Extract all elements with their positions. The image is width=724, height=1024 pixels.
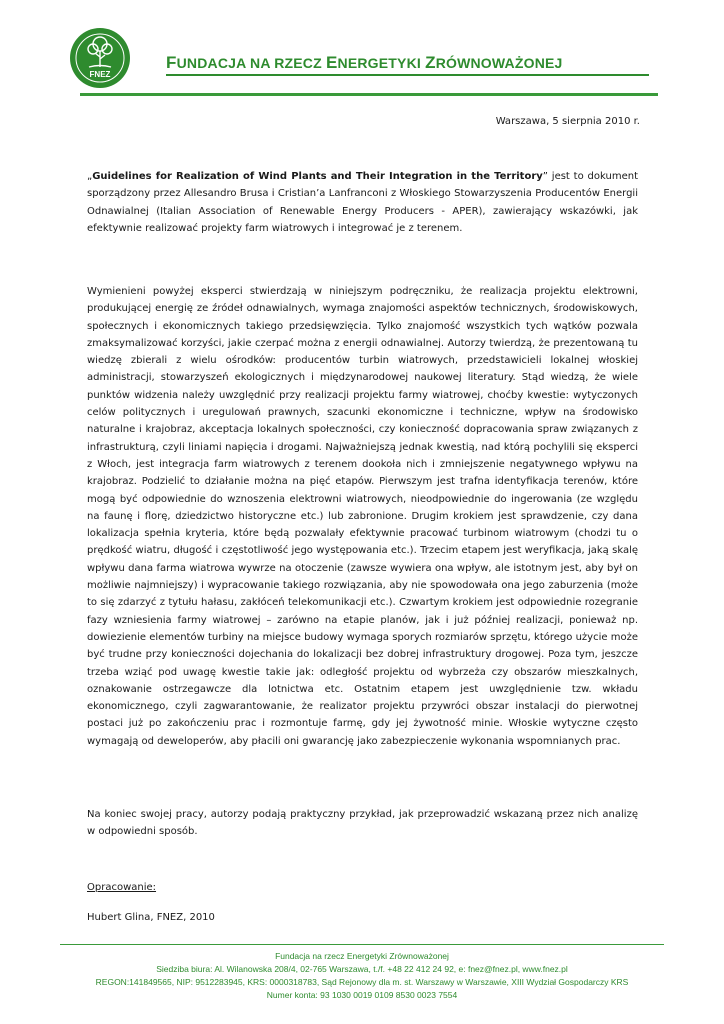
author-line: Hubert Glina, FNEZ, 2010 [87, 912, 215, 923]
body-paragraph: Wymienieni powyżej eksperci stwierdzają w niniejszym podręczniku, że realizacja projektu elektrowni, produkującej energię ze źródeł odnawialnych, wymaga znajomości aspektów technicznych, środowiskowych, społecznych i ekonomicznych takiego przedsięwzięcia. Tylko znajomość wszystkich tych wątków pozwala zmaksymalizować korzyści, jakie czerpać można z energii odnawialnej. Autorzy twierdzą, że prezentowaną tu wiedzę zbierali z wielu ośrodków: producentów turbin wiatrowych, przedstawicieli lokalnej włoskiej administracji, stowarzyszeń ekologicznych i międzynarodowej naukowej literatury. Stąd wiedzą, że wiele punktów widzenia należy uwzględnić przy realizacji projektu farmy wiatrowej, choćby kwestie: wytyczonych celów politycznych i uregulowań prawnych, szacunki ekonomiczne i techniczne, wpływ na środowisko naturalne i krajobraz, akceptacja lokalnych społeczności, czy konieczność dopracowania spraw związanych z infrastrukturą, czyli liniami napięcia i drogami. Najważniejszą jednak kwestią, nad którą pochylili się eksperci z Włoch, jest integracja farm wiatrowych z terenem dookoła nich i zmniejszenie negatywnego wpływu na krajobraz. Podzielić to działanie można na pięć etapów. Pierwszym jest trafna identyfikacja terenów, które mogą być odpowiednie do wznoszenia elektrowni wiatrowych, nieodpowiednie do ingerowania (ze względu na faunę i florę, dziedzictwo historyczne etc.) lub zabronione. Drugim krokiem jest sprawdzenie, czy dana lokalizacja spełnia kryteria, które będą pozwalały efektywnie pracować turbinom wiatrowym (chodzi tu o prędkość wiatru, długość i częstotliwość jego występowania etc.). Trzecim etapem jest weryfikacja, jaką skalę wpływu dana farma wiatrowa wywrze na otoczenie (zawsze wywiera ona wpływ, ale istotnym jest, aby był on możliwie najmniejszy) i wypracowanie takiego rozwiązania, aby nie spowodowała ona jego zaburzenia (może to się zdarzyć z tytułu hałasu, zakłóceń telekomunikacji etc.). Czwartym krokiem jest odpowiednie rozegranie fazy wzniesienia farmy wiatrowej – zarówno na etapie planów, jak i już później realizacji, ponieważ np. dowiezienie elementów turbiny na miejsce budowy wymaga sporych rozmiarów sprzętu, którego użycie może być trudne przy konieczności dojechania do lokalizacji bez dobrej infrastruktury drogowej. Poza tym, jeszcze trzeba wziąć pod uwagę kwestie takie jak: odległość projektu od wybrzeża czy obszarów mieszkalnych, oznakowanie ostrzegawcze dla lotnictwa etc. Ostatnim etapem jest uwzględnienie tzw. wkładu ekonomicznego, czyli zagwarantowanie, że realizator projektu przywróci obszar instalacji do pierwotnej postaci już po zakończeniu prac i rozmontuje farmę, gdy jej żywotność minie. Włoskie wytyczne często wymagają od deweloperów, aby płacili oni gwarancję jako zabezpieczenie wykonania wspomnianych prac. [87, 286, 638, 747]
footer-address: Siedziba biura: Al. Wilanowska 208/4, 02-765 Warszawa, t./f. +48 22 412 24 92, e: fnez@fnez.pl, www.fnez.pl [156, 964, 568, 974]
footer-org-name: Fundacja na rzecz Energetyki Zrównoważonej [275, 951, 449, 961]
guideline-title: Guidelines for Realization of Wind Plants and Their Integration in the Territory [92, 171, 543, 182]
header-divider [80, 93, 658, 96]
document-date: Warszawa, 5 sierpnia 2010 r. [495, 116, 640, 127]
closing-paragraph: Na koniec swojej pracy, autorzy podają praktyczny przykład, jak przeprowadzić wskazaną przez nich analizę w odpowiedni sposób. [87, 809, 638, 838]
title-underline [166, 74, 649, 76]
prepared-by-label: Opracowanie: [87, 882, 157, 893]
logo-text: FNEZ [89, 70, 111, 79]
footer-bank-account: Numer konta: 93 1030 0019 0109 8530 0023 7554 [266, 990, 458, 1000]
footer-registration: REGON:141849565, NIP: 9512283945, KRS: 0000318783, Sąd Rejonowy dla m. st. Warszawy w Warszawie, XIII Wydział Gospodarczy KRS [95, 977, 629, 987]
fnez-logo [69, 27, 131, 89]
footer-divider [60, 944, 664, 945]
organization-title: FUNDACJA NA RZECZ ENERGETYKI ZRÓWNOWAŻONEJ [166, 53, 563, 72]
intro-paragraph: „Guidelines for Realization of Wind Plants and Their Integration in the Territory” jest to dokument sporządzony przez Allesandro Brusa i Cristian’a Lanfranconi z Włoskiego Stowarzyszenia Producentów Energii Odnawialnej (Italian Association of Renewable Energy Producers - APER), zawierający wskazówki, jak efektywnie realizować projekty farm wiatrowych i integrować je z terenem. [87, 171, 638, 234]
